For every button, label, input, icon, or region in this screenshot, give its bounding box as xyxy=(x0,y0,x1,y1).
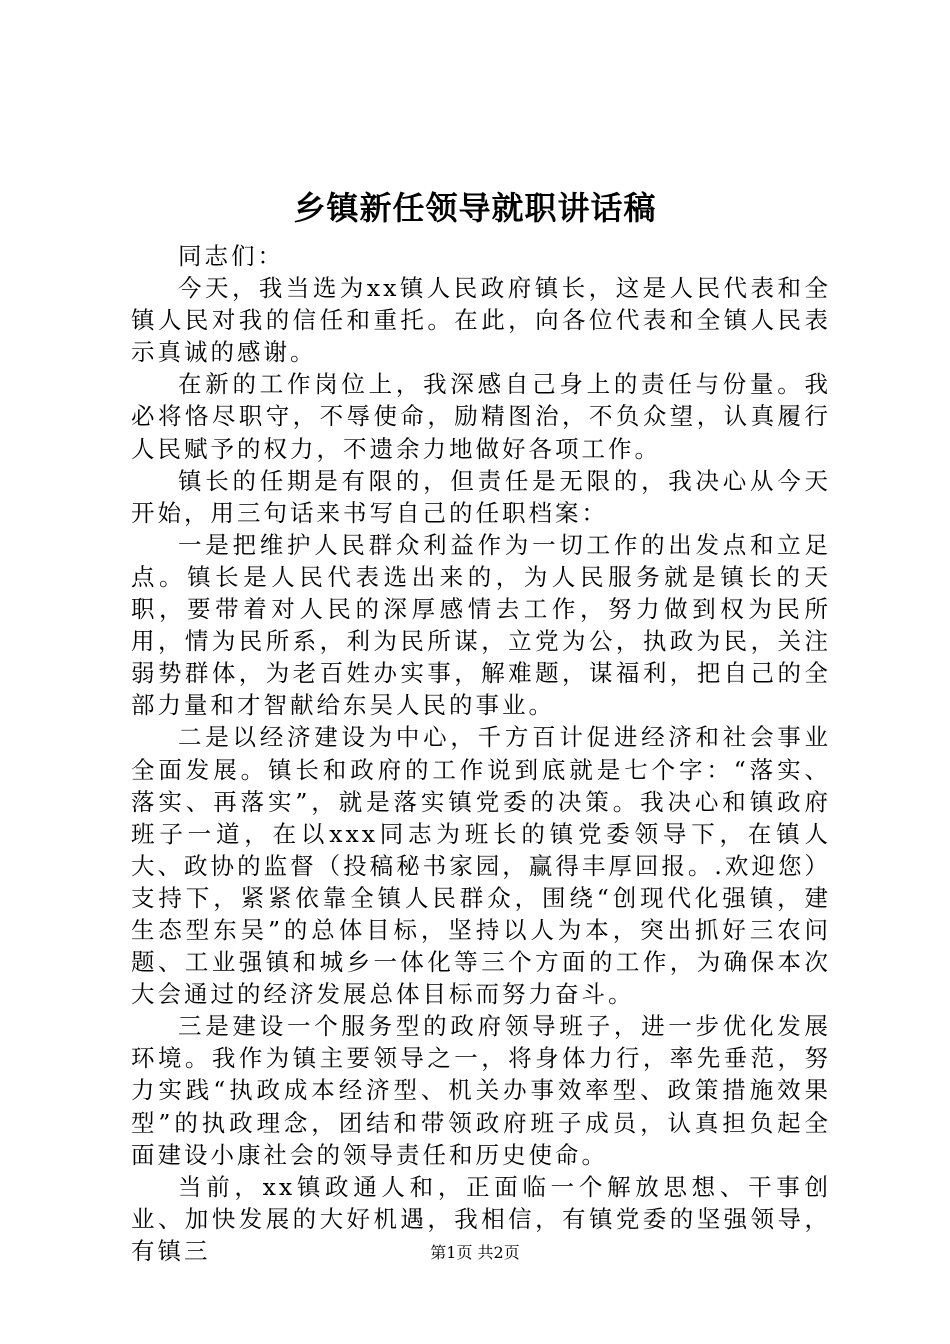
page-footer xyxy=(0,1242,950,1264)
salutation: 同志们： xyxy=(178,242,284,270)
body-paragraph: 当前，xx镇政通人和，正面临一个解放思想、干事创业、加快发展的大好机遇，我相信，有镇党委的坚强领导，有镇三 xyxy=(131,1172,831,1265)
document-title: 乡镇新任领导就职讲话稿 xyxy=(293,189,657,227)
document-body xyxy=(131,240,831,1267)
body-paragraph: 在新的工作岗位上，我深感自己身上的责任与份量。我必将恪尽职守，不辱使命，励精图治，不负众望，认真履行人民赋予的权力，不遗余力地做好各项工作。 xyxy=(131,370,831,463)
body-paragraph: 二是以经济建设为中心，千方百计促进经济和社会事业全面发展。镇长和政府的工作说到底就是七个字：“落实、落实、再落实”，就是落实镇党委的决策。我决心和镇政府班子一道，在以xxx同志为班长的镇党委领导下，在镇人大、政协的监督（投稿秘书家园，赢得丰厚回报。.欢迎您）支持下，紧紧依靠全镇人民群众，围绕“创现代化强镇，建生态型东吴”的总体目标，坚持以人为本，突出抓好三农问题、工业强镇和城乡一体化等三个方面的工作，为确保本次大会通过的经济发展总体目标而努力奋斗。 xyxy=(131,723,831,1009)
body-paragraph: 今天，我当选为xx镇人民政府镇长，这是人民代表和全镇人民对我的信任和重托。在此，向各位代表和全镇人民表示真诚的感谢。 xyxy=(131,274,831,367)
body-paragraph: 镇长的任期是有限的，但责任是无限的，我决心从今天开始，用三句话来书写自己的任职档案： xyxy=(131,466,831,527)
page-number: 第1页 共2页 xyxy=(430,1243,520,1262)
body-paragraph: 一是把维护人民群众利益作为一切工作的出发点和立足点。镇长是人民代表选出来的，为人民服务就是镇长的天职，要带着对人民的深厚感情去工作，努力做到权为民所用，情为民所系，利为民所谋，立党为公，执政为民，关注弱势群体，为老百姓办实事，解难题，谋福利，把自己的全部力量和才智献给东吴人民的事业。 xyxy=(131,530,831,720)
body-paragraph: 三是建设一个服务型的政府领导班子，进一步优化发展环境。我作为镇主要领导之一，将身体力行，率先垂范，努力实践“执政成本经济型、机关办事效率型、政策措施效果型”的执政理念，团结和带领政府班子成员，认真担负起全面建设小康社会的领导责任和历史使命。 xyxy=(131,1012,831,1169)
